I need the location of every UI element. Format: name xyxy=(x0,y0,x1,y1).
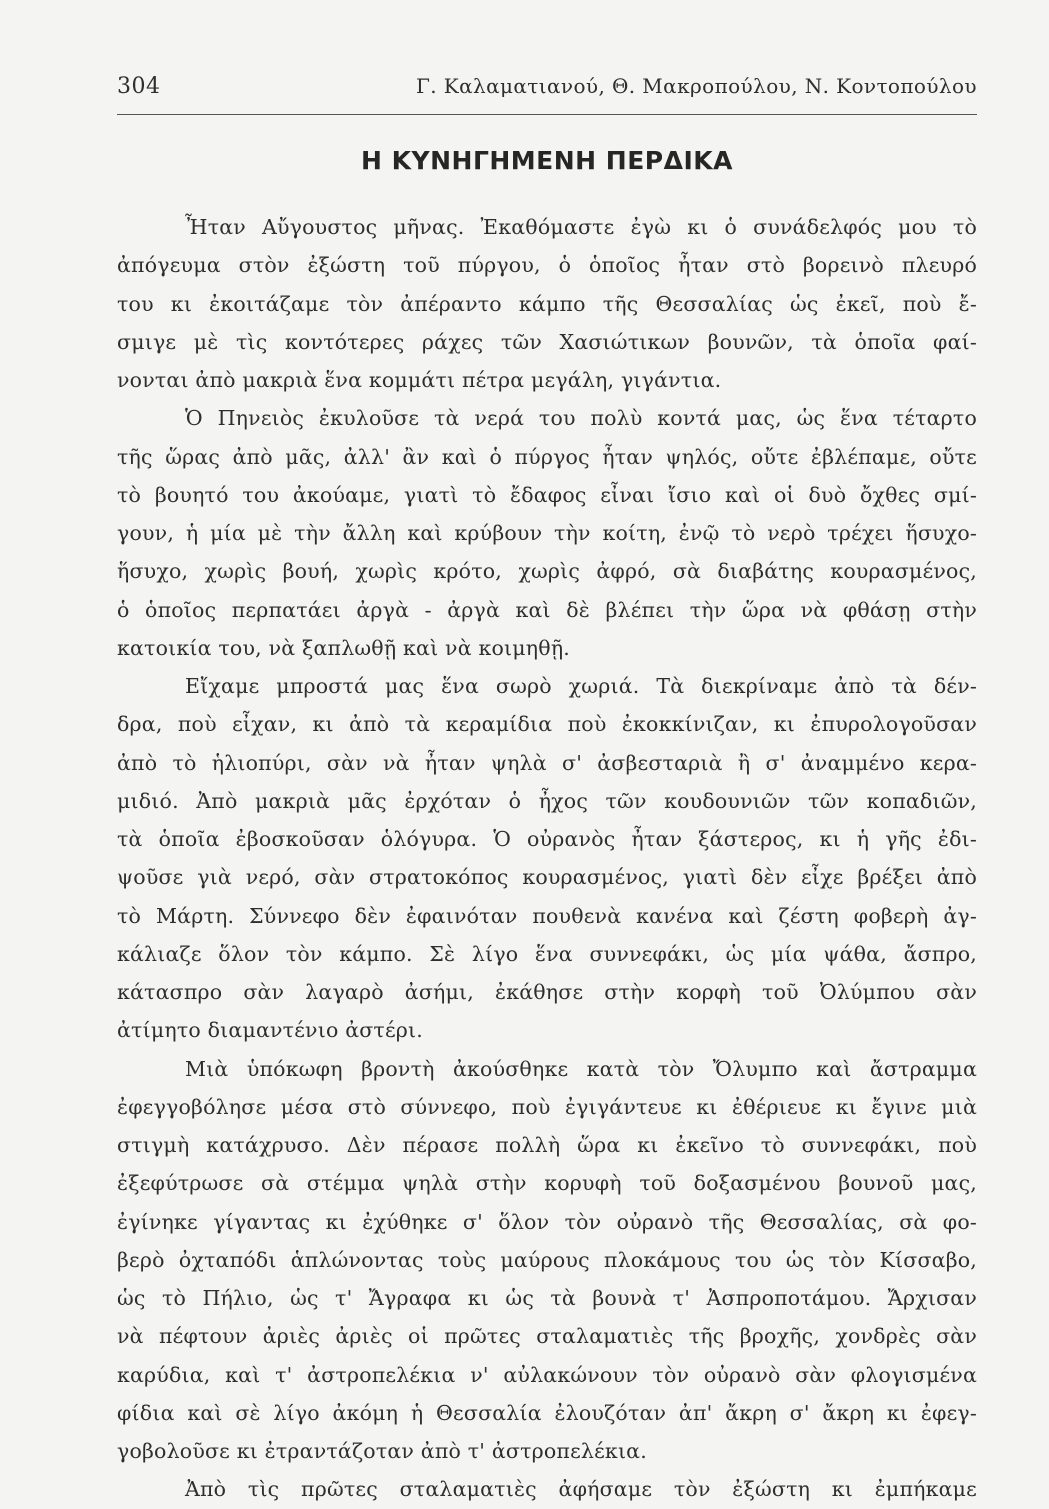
text-line: Εἴχαμε μπροστά μας ἕνα σωρὸ χωριά. Τὰ διεκρίναμε ἀπὸ τὰ δέν- xyxy=(185,674,977,698)
text-line: ἀπὸ τὸ ἡλιοπύρι, σὰν νὰ ἦταν ψηλὰ σ' ἀσβεσταριὰ ἢ σ' ἀναμμένο κερα- xyxy=(117,750,977,775)
text-line: ὡς τὸ Πήλιο, ὡς τ' Ἄγραφα κι ὡς τὰ βουνὰ τ' Ἀσπροποτάμου. Ἄρχισαν xyxy=(117,1286,977,1310)
text-line: ἀπόγευμα στὸν ἐξώστη τοῦ πύργου, ὁ ὁποῖος ἦταν στὸ βορεινὸ πλευρό xyxy=(117,253,977,278)
text-line: σμιγε μὲ τὶς κοντότερες ράχες τῶν Χασιώτικων βουνῶν, τὰ ὁποῖα φαί- xyxy=(117,329,977,354)
text-line: καρύδια, καὶ τ' ἀστροπελέκια ν' αὐλακώνουν τὸν οὐρανὸ σὰν φλογισμένα xyxy=(117,1362,977,1387)
text-line: ἥσυχο, χωρὶς βουή, χωρὶς κρότο, χωρὶς ἀφρό, σὰ διαβάτης κουρασμένος, xyxy=(117,559,977,584)
text-line: νονται ἀπὸ μακριὰ ἕνα κομμάτι πέτρα μεγάλη, γιγάντια. xyxy=(117,368,722,392)
text-line: κάτασπρο σὰν λαγαρὸ ἀσήμι, ἐκάθησε στὴν κορφὴ τοῦ Ὀλύμπου σὰν xyxy=(117,980,977,1004)
text-line: τὸ Μάρτη. Σύννεφο δὲν ἐφαινόταν πουθενὰ κανένα καὶ ζέστη φοβερὴ ἀγ- xyxy=(117,903,977,928)
text-line: κάλιαζε ὅλον τὸν κάμπο. Σὲ λίγο ἕνα συννεφάκι, ὡς μία ψάθα, ἄσπρο, xyxy=(117,941,977,966)
text-line: νὰ πέφτουν ἀριὲς ἀριὲς οἱ πρῶτες σταλαματιὲς τῆς βροχῆς, χονδρὲς σὰν xyxy=(117,1324,977,1349)
text-line: κατοικία του, νὰ ξαπλωθῇ καὶ νὰ κοιμηθῇ. xyxy=(117,635,571,660)
text-line: τὸ βουητό του ἀκούαμε, γιατὶ τὸ ἔδαφος εἶναι ἴσιο καὶ οἱ δυὸ ὄχθες σμί- xyxy=(117,482,977,507)
text-line: ψοῦσε γιὰ νερό, σὰν στρατοκόπος κουρασμένος, γιατὶ δὲν εἶχε βρέξει ἀπὸ xyxy=(117,865,977,890)
text-line: Ἦταν Αὔγουστος μῆνας. Ἐκαθόμαστε ἐγὼ κι ὁ συνάδελφός μου τὸ xyxy=(185,215,977,239)
text-line: ἀτίμητο διαμαντένιο ἀστέρι. xyxy=(117,1018,424,1043)
text-line: τῆς ὥρας ἀπὸ μᾶς, ἀλλ' ἂν καὶ ὁ πύργος ἦταν ψηλός, οὔτε ἐβλέπαμε, οὔτε xyxy=(117,444,977,469)
running-header-authors: Γ. Καλαματιανού, Θ. Μακροπούλου, Ν. Κοντοπούλου xyxy=(415,74,977,98)
page-number: 304 xyxy=(117,74,161,99)
text-line: τὰ ὁποῖα ἐβοσκοῦσαν ὁλόγυρα. Ὁ οὐρανὸς ἦταν ξάστερος, κι ἡ γῆς ἐδι- xyxy=(117,827,977,851)
story-body xyxy=(117,208,977,1509)
text-line: φίδια καὶ σὲ λίγο ἀκόμη ἡ Θεσσαλία ἐλουζόταν ἀπ' ἄκρη σ' ἄκρη κι ἐφεγ- xyxy=(117,1400,977,1425)
running-header xyxy=(117,72,977,112)
text-line: στιγμὴ κατάχρυσο. Δὲν πέρασε πολλὴ ὥρα κι ἐκεῖνο τὸ συννεφάκι, ποὺ xyxy=(117,1133,977,1157)
text-line: Μιὰ ὑπόκωφη βροντὴ ἀκούσθηκε κατὰ τὸν Ὄλυμπο καὶ ἄστραμμα xyxy=(185,1056,977,1081)
text-line: δρα, ποὺ εἶχαν, κι ἀπὸ τὰ κεραμίδια ποὺ ἐκοκκίνιζαν, κι ἐπυρολογοῦσαν xyxy=(117,712,977,737)
text-line: Ἀπὸ τὶς πρῶτες σταλαματιὲς ἀφήσαμε τὸν ἐξώστη κι ἐμπήκαμε xyxy=(185,1477,977,1502)
header-rule xyxy=(117,114,977,115)
text-line: ὁ ὁποῖος περπατάει ἀργὰ - ἀργὰ καὶ δὲ βλέπει τὴν ὥρα νὰ φθάσῃ στὴν xyxy=(117,597,977,622)
text-line: γουν, ἡ μία μὲ τὴν ἄλλη καὶ κρύβουν τὴν κοίτη, ἐνῷ τὸ νερὸ τρέχει ἥσυχο- xyxy=(117,521,977,545)
text-line: του κι ἐκοιτάζαμε τὸν ἀπέραντο κάμπο τῆς Θεσσαλίας ὡς ἐκεῖ, ποὺ ἔ- xyxy=(117,291,977,316)
text-line: μιδιό. Ἀπὸ μακριὰ μᾶς ἐρχόταν ὁ ἦχος τῶν κουδουνιῶν τῶν κοπαδιῶν, xyxy=(117,788,977,813)
text-line: βερὸ ὀχταπόδι ἁπλώνοντας τοὺς μαύρους πλοκάμους του ὡς τὸν Κίσσαβο, xyxy=(117,1247,977,1272)
text-line: Ὁ Πηνειὸς ἐκυλοῦσε τὰ νερά του πολὺ κοντά μας, ὡς ἕνα τέταρτο xyxy=(185,406,977,431)
text-line: γοβολοῦσε κι ἐτραντάζοταν ἀπὸ τ' ἀστροπελέκια. xyxy=(117,1439,647,1463)
text-line: ἐγίνηκε γίγαντας κι ἐχύθηκε σ' ὅλον τὸν οὐρανὸ τῆς Θεσσαλίας, σὰ φο- xyxy=(117,1209,977,1234)
text-line: ἐφεγγοβόλησε μέσα στὸ σύννεφο, ποὺ ἐγιγάντευε κι ἐθέριευε κι ἔγινε μιὰ xyxy=(117,1094,977,1119)
story-title: Η ΚΥΝΗΓΗΜΕΝΗ ΠΕΡΔΙΚΑ xyxy=(361,146,733,175)
text-line: ἐξεφύτρωσε σὰ στέμμα ψηλὰ στὴν κορυφὴ τοῦ δοξασμένου βουνοῦ μας, xyxy=(117,1171,977,1196)
